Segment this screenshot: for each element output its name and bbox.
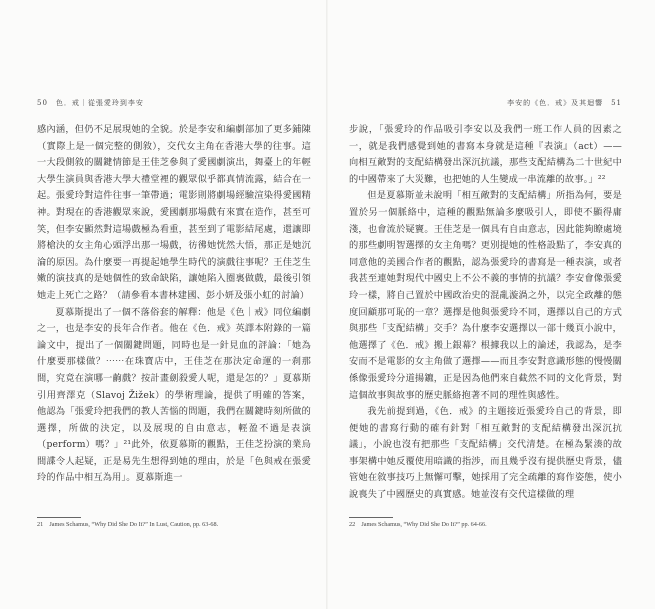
right-paragraph-3: 我先前提到過，《色．戒》的主題接近張愛玲自己的背景，即便她的書寫行動的確有針對「相互敵對的支配結構發出深沉抗議」，小說也沒有把那些「支配結構」交代清楚。在極為緊湊的故事架構中她反覆使用暗識的指涉，而且幾乎沒有提供歷史背景，儘管她在敘事技巧上無懈可擊，她採用了完全疏離的寫作姿態，使小說喪失了中國歷史的真實感。她並沒有交代這樣做的理 — [349, 406, 622, 501]
right-footnote: 22 James Schamus, “Why Did She Do It?” pp. 64-66. — [349, 521, 487, 528]
left-paragraph-1: 感內涵，但仍不足展現她的全貌。於是李安和編劇部加了更多鋪陳（實際上是一個完整的側敘），交代女主角在香港大學的往事。這一大段側敘的關鍵情節是王佳芝參與了愛國劇演出，舞臺上的年輕大學生演員與香港大學大禮堂裡的觀眾似乎都真情流露，結合在一起。張愛玲對這件往事一筆帶過；電影則將劇場經驗渲染得愛國精神。對現在的香港觀眾來說，愛國劇那場戲有來實在造作，甚至可笑，但李安顯然對這場戲極為看重，甚至到了電影結尾處，還讓即將槍決的女主角心頭浮出那一場戲，彷彿她恍然大悟，那正是她沉淪的原因。為什麼要一再提起她學生時代的演戲往事呢？王佳芝生嫩的演技真的是她個性的致命缺陷，讓她陷入圈裏做戲，最後引領她走上死亡之路？（請參看本書林建國、彭小妍及張小虹的討論） — [37, 124, 311, 301]
right-page — [328, 0, 655, 609]
right-footnote-rule — [349, 517, 393, 518]
left-footnote: 21 James Schamus, “Why Did She Do It?” In Lust, Caution, pp. 63-68. — [37, 521, 219, 528]
right-body-text — [349, 122, 622, 504]
right-paragraph-2: 但是夏慕斯並未說明「相互敵對的支配結構」所指為何，要是置於另一個脈絡中，這種的觀點無論多麼吸引人，即使不顯得庸淺，也會流於疑竇。王佳芝是一個具有自由意志，因此能夠瞭處境的那些劇明智選擇的女主角嗎？更別提她的性格設點了，李安真的同意他的美國合作者的觀點，認為張愛玲的書寫是一種表演，或者我甚至連她對現代中國史上不公不義的事情的抗議？李安會像張愛玲一樣，將自己置於中國政治史的混亂漩渦之外，以完全政離的態度回顧那可恥的一章？選擇是他與張愛玲不同，選擇以自己的方式與那些「支配結構」交手？為什麼李安選擇以一部十幾頁小說中，他選擇了《色．戒》搬上銀幕？根據我以上的論述，我認為，是李安而不是電影的女主角做了選擇——而且李安對意識形態的慢慢關係像張愛玲分道揚鑣，正是因為他們來自截然不同的文化背景，對這個故事與故事的歷史脈絡抱著不同的理性與感性。 — [349, 190, 622, 401]
right-paragraph-1: 步說，「張愛玲的作品吸引李安以及我們一班工作人員的因素之一，就是我們感覺到她的書寫本身就是這種『表演』（act）——向相互敵對的支配結構發出深沉抗議，那些支配結構為二十世紀中的中國帶來了大災難，也把她的人生變成一串流離的故事。」²² — [349, 124, 622, 185]
left-footnote-rule — [37, 517, 81, 518]
left-running-head: 50 色．戒｜從張愛玲到李安 — [37, 99, 144, 107]
left-page — [0, 0, 327, 609]
right-running-head: 李安的《色．戒》及其迴響 51 — [507, 99, 622, 107]
left-paragraph-2: 夏慕斯提出了一個不落俗套的解釋：他是《色｜戒》同位編劇之一，也是李安的長年合作者。他在《色．戒》英譯本附錄的一篇論文中，提出了一個關鍵問題，同時也是一針見血的評論：「她為什麼要那樣做？⋯⋯在珠寶店中，王佳芝在那決定命運的一刹那間，究竟在演哪一齣戲？按計畫劍殺愛人呢，還是怎的？」夏慕斯引用齊澤克（Slavoj Žižek）的學術理論，提供了明確的答案，他認為「張愛玲把我們的教人苦惱的問題，我們在關鍵時刻所做的選擇，所做的決定，以及展現的自由意志，輕盈不過是表演（perform）嗎？」²¹此外，依夏慕斯的觀點，王佳芝扮演的業烏間諜令人起疑，正是易先生想得到她的理由，於是「色與戒在張愛玲的作品中相互為用」。夏慕斯進一 — [37, 306, 311, 484]
left-body-text — [37, 122, 311, 487]
